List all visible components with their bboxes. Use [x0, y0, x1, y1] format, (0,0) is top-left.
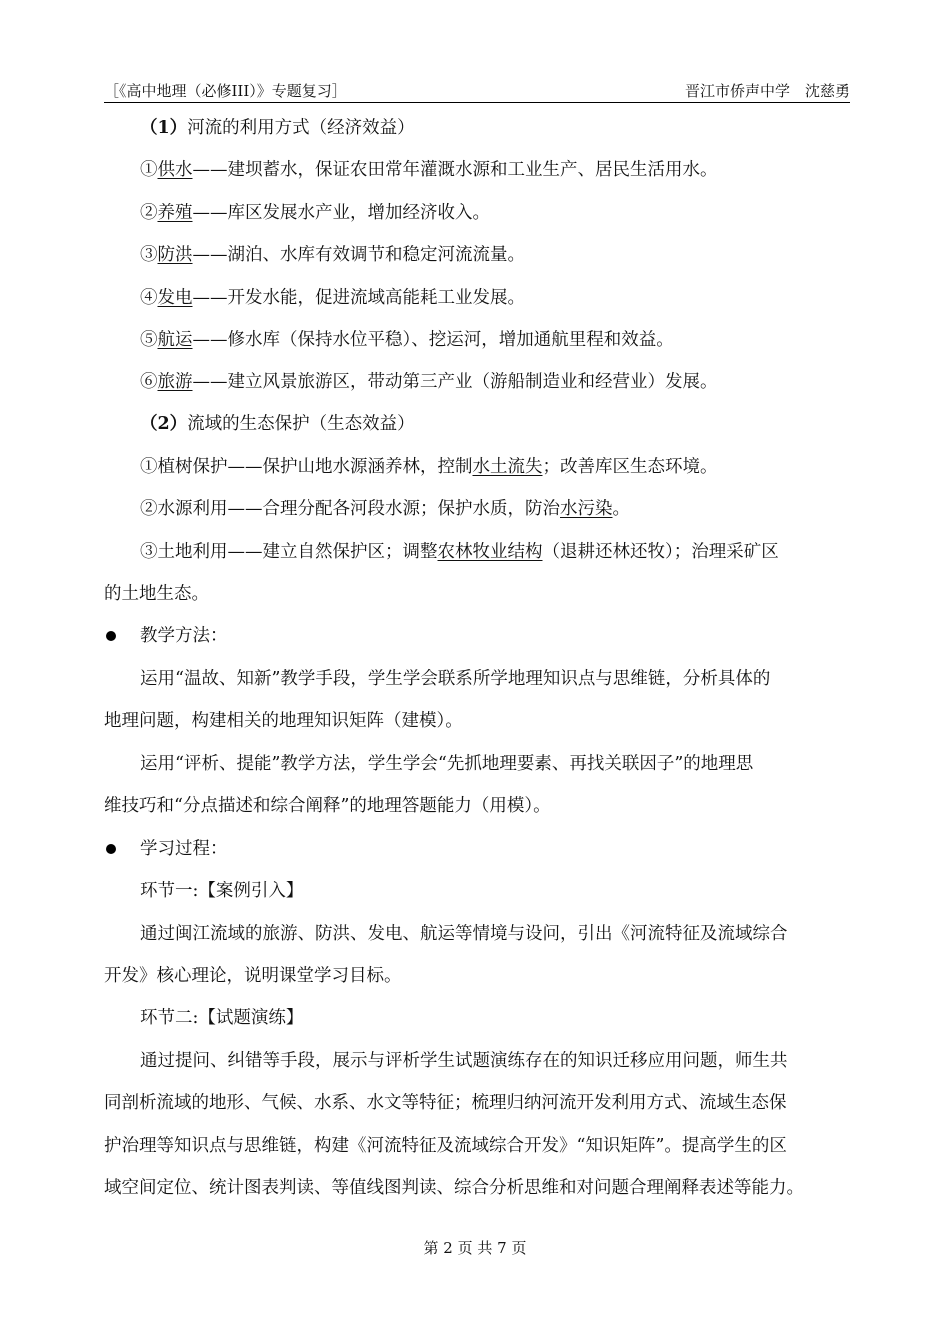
eco-key-term: 水污染: [560, 499, 613, 519]
bullet-icon: [106, 844, 116, 854]
step1-text-line-2: 开发》核心理论，说明课堂学习目标。: [104, 966, 402, 986]
eco-text: （退耕还林还牧）；治理采矿区: [542, 542, 779, 562]
use-desc: ——修水库（保持水位平稳）、挖运河，增加通航里程和效益。: [192, 330, 674, 350]
use-term: 养殖: [157, 203, 193, 223]
use-item-tourism: [140, 370, 850, 394]
header-school-author: 晋江市侨声中学 沈慈勇: [684, 82, 850, 100]
use-desc: ——建坝蓄水，保证农田常年灌溉水源和工业生产、居民生活用水。: [192, 160, 718, 180]
eco-key-term: 农林牧业结构: [437, 542, 543, 562]
section2-heading: [140, 412, 850, 436]
eco-text: ；改善库区生态环境。: [542, 457, 718, 477]
use-desc: ——建立风景旅游区，带动第三产业（游船制造业和经营业）发展。: [192, 372, 718, 392]
use-item-aquaculture: [140, 201, 850, 225]
eco-text: ③土地利用——建立自然保护区；调整: [140, 542, 438, 562]
use-item-power: [140, 286, 850, 310]
step2-text-line-4: 域空间定位、统计图表判读、等值线图判读、综合分析思维和对问题合理阐释表述等能力。: [104, 1178, 804, 1198]
item-marker: ①: [140, 160, 158, 180]
step2-text-line-3: 护治理等知识点与思维链，构建《河流特征及流域综合开发》“知识矩阵”。提高学生的区: [104, 1136, 787, 1156]
eco-text: 。: [612, 499, 630, 519]
section2-title: 流域的生态保护（生态效益）: [187, 414, 415, 434]
item-marker: ⑥: [140, 372, 158, 392]
eco-item-planting: [140, 455, 850, 479]
use-desc: ——湖泊、水库有效调节和稳定河流流量。: [192, 245, 525, 265]
use-desc: ——开发水能，促进流域高能耗工业发展。: [192, 288, 525, 308]
eco-item-land-use-cont: 的土地生态。: [104, 584, 209, 604]
header-course-title: ［《高中地理（必修III）》专题复习］: [104, 82, 347, 100]
item-marker: ④: [140, 288, 158, 308]
item-marker: ⑤: [140, 330, 158, 350]
methods-heading: 教学方法：: [140, 626, 228, 646]
page-header: [104, 80, 850, 103]
use-item-shipping: [140, 328, 850, 352]
section2-number: （2）: [140, 414, 188, 434]
eco-item-land-use: [140, 540, 850, 564]
methods-paragraph-1-line-1: 运用“温故、知新”教学手段，学生学会联系所学地理知识点与思维链，分析具体的: [140, 669, 771, 689]
methods-paragraph-2-line-2: 维技巧和“分点描述和综合阐释”的地理答题能力（用模）。: [104, 796, 551, 816]
item-marker: ②: [140, 203, 158, 223]
step2-title: 环节二:【试题演练】: [140, 1008, 304, 1028]
section1-title: 河流的利用方式（经济效益）: [187, 118, 415, 138]
use-item-water-supply: [140, 158, 850, 182]
item-marker: ③: [140, 245, 158, 265]
use-term: 发电: [157, 288, 193, 308]
use-term: 旅游: [157, 372, 193, 392]
section1-heading: [140, 116, 850, 140]
process-heading: 学习过程：: [140, 839, 228, 859]
step2-text-line-2: 同剖析流域的地形、气候、水系、水文等特征；梳理归纳河流开发利用方式、流域生态保: [104, 1093, 787, 1113]
eco-item-water-source: [140, 497, 850, 521]
step2-text-line-1: 通过提问、纠错等手段，展示与评析学生试题演练存在的知识迁移应用问题，师生共: [140, 1051, 788, 1071]
step1-title: 环节一:【案例引入】: [140, 881, 304, 901]
use-term: 供水: [157, 160, 193, 180]
methods-paragraph-1-line-2: 地理问题，构建相关的地理知识矩阵（建模）。: [104, 711, 463, 731]
eco-text: ①植树保护——保护山地水源涵养林，控制: [140, 457, 473, 477]
use-item-flood-control: [140, 243, 850, 267]
use-term: 防洪: [157, 245, 193, 265]
eco-text: ②水源利用——合理分配各河段水源；保护水质，防治: [140, 499, 560, 519]
step1-text-line-1: 通过闽江流域的旅游、防洪、发电、航运等情境与设问，引出《河流特征及流域综合: [140, 924, 788, 944]
bullet-icon: [106, 631, 116, 641]
eco-key-term: 水土流失: [472, 457, 543, 477]
use-desc: ——库区发展水产业，增加经济收入。: [192, 203, 490, 223]
methods-paragraph-2-line-1: 运用“评析、提能”教学方法，学生学会“先抓地理要素、再找关联因子”的地理思: [140, 754, 754, 774]
use-term: 航运: [157, 330, 193, 350]
section1-number: （1）: [140, 118, 188, 138]
page-number: 第 2 页 共 7 页: [423, 1239, 527, 1257]
